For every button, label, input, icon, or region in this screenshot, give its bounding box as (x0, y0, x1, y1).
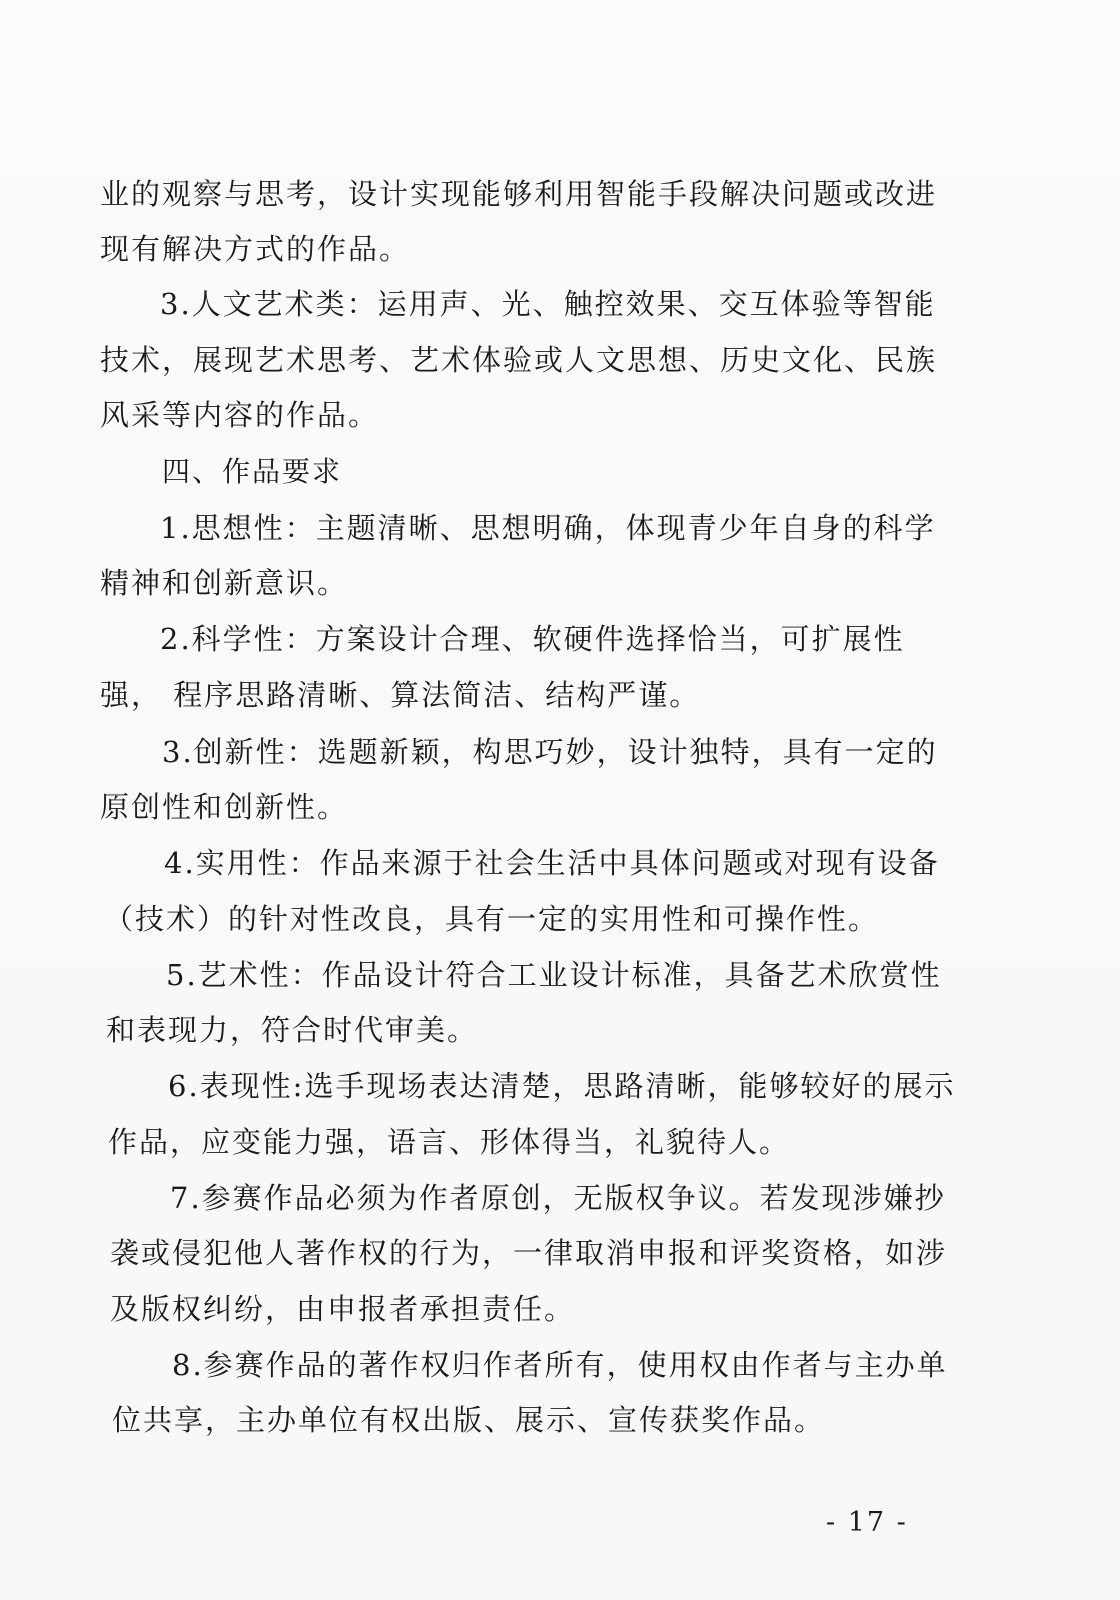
text-line: 原创性和创新性。 (100, 790, 349, 824)
text-line: 作品，应变能力强，语言、形体得当，礼貌待人。 (108, 1125, 791, 1159)
text-line: 8.参赛作品的著作权归作者所有，使用权由作者与主办单 (172, 1348, 948, 1382)
text-line: 1.思想性：主题清晰、思想明确，体现青少年自身的科学 (160, 511, 936, 545)
text-line: 技术，展现艺术思考、艺术体验或人文思想、历史文化、民族 (100, 343, 938, 377)
text-line: （技术）的针对性改良，具有一定的实用性和可操作性。 (104, 902, 880, 936)
text-line: 及版权纠纷，由申报者承担责任。 (110, 1292, 576, 1326)
text-line: 强， 程序思路清晰、算法简洁、结构严谨。 (100, 678, 701, 712)
text-line: 精神和创新意识。 (100, 566, 349, 600)
text-line: 6.表现性:选手现场表达清楚，思路清晰，能够较好的展示 (168, 1069, 956, 1103)
text-line: 3.人文艺术类：运用声、光、触控效果、交互体验等智能 (160, 287, 936, 321)
text-line: 业的观察与思考，设计实现能够利用智能手段解决问题或改进 (100, 177, 938, 211)
text-line: 2.科学性：方案设计合理、软硬件选择恰当，可扩展性 (160, 622, 905, 656)
text-line: 和表现力，符合时代审美。 (106, 1013, 479, 1047)
text-line: 7.参赛作品必须为作者原创，无版权争议。若发现涉嫌抄 (170, 1181, 946, 1215)
text-line: 风采等内容的作品。 (100, 398, 380, 432)
text-line: 3.创新性：选题新颖，构思巧妙，设计独特，具有一定的 (162, 735, 938, 769)
text-line: 现有解决方式的作品。 (100, 232, 411, 266)
text-line: 5.艺术性：作品设计符合工业设计标准，具备艺术欣赏性 (166, 958, 942, 992)
page-number: - 17 - (826, 1507, 908, 1538)
section-heading: 四、作品要求 (162, 455, 343, 488)
text-line: 4.实用性：作品来源于社会生活中具体问题或对现有设备 (164, 846, 940, 880)
text-line: 袭或侵犯他人著作权的行为，一律取消申报和评奖资格，如涉 (110, 1236, 948, 1270)
text-line: 位共享，主办单位有权出版、展示、宣传获奖作品。 (112, 1403, 826, 1437)
